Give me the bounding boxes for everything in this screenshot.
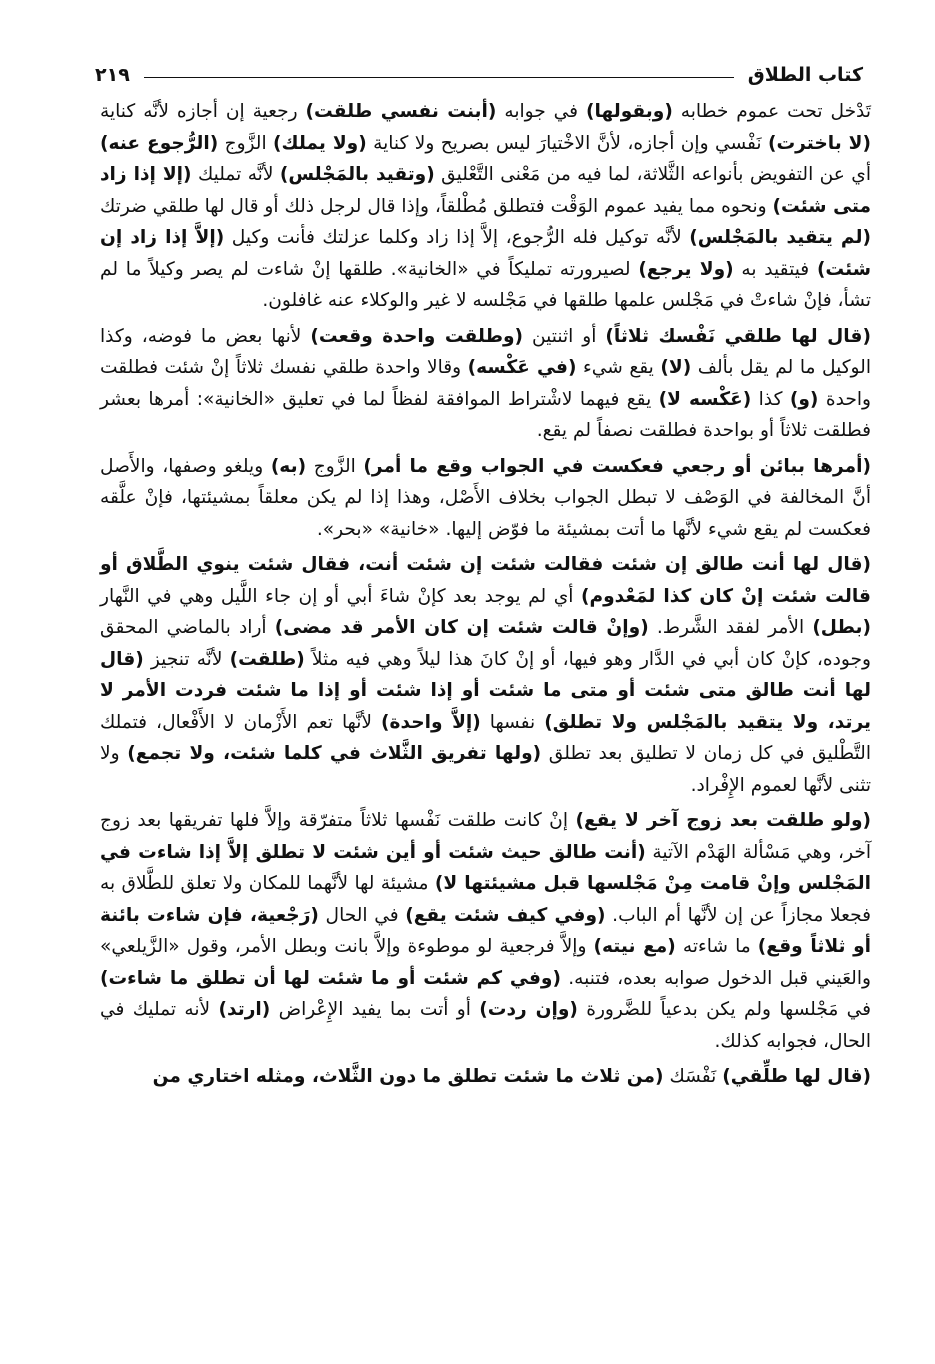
commentary-segment: ولا تثنى لأنَّها لعموم الإِفْراد. [100,743,871,796]
commentary-segment: أي عن التفويض بأنواعه الثَّلاثة، لما فيه من مَعْنى التَّعْليق [434,164,872,185]
matn-segment: (ارتد) [218,999,271,1020]
commentary-segment: نفسها [480,711,545,733]
body-text [100,96,871,1097]
matn-segment: (أبنت نفسي طلقت) [305,101,497,122]
matn-segment: (قال لها أنت طالق إن شئت فقالت شئت إن شئت أنت، فقال شئت ينوي الطَّلاق أو قالت شئت إنْ كان كذا لمَعْدوم) [100,554,871,607]
commentary-segment: الزَّوج [218,132,274,154]
paragraph-1 [100,96,871,317]
matn-segment: (قال لها طلقي نَفْسك ثلاثاً) [605,325,871,347]
commentary-segment: في مَجْلسها ولم يكن بدعياً للضَّرورة [577,999,871,1020]
chapter-title: كتاب الطلاق [747,64,863,86]
commentary-segment: إنْ كانت طلقت نَفْسها ثلاثاً متفرّقة وإلاَّ فلها تفريقها بعد زوج آخر، وهي مَسْألة الهَدْم الآتية [100,810,871,863]
header-rule [144,77,734,78]
commentary-segment: في الحال [318,904,406,926]
commentary-segment: في جوابه [496,101,586,122]
commentary-segment: وإلاَّ فرجعية لو موطوءة وإلاَّ بانت وبطل الأمر، وقول «الزَّيلعي» والعَيني قبل الدخول صوابه بعده، فتنبه. [100,936,871,989]
matn-segment: (وطلقت واحدة وقعت) [310,325,524,347]
matn-segment: (أمرها ببائن أو رجعي فعكست في الجواب وقع ما أمر) [363,455,871,477]
commentary-segment: تَدْخل تحت عموم خطابه [672,101,871,122]
commentary-segment: أي لم يوجد بعد كإنْ شاءَ أبي أو إن جاء اللَّيل وهي في النَّهار [100,585,581,607]
commentary-segment: نَفْسَك [663,1066,723,1087]
matn-segment: (ولو طلقت بعد زوج آخر لا يقع) [575,810,871,831]
paragraph-3 [100,451,871,546]
commentary-segment: مشيئة لها لأنَّهما للمكان ولا تعلق للطَّلاق به فجعلا مجازاً عن إن لأنَّها أم الباب. [100,873,871,926]
commentary-segment: كذا [751,388,790,410]
commentary-segment: لأنها بعض ما فوضه، وكذا الوكيل ما لم يقل بألف [100,325,871,378]
matn-segment: (مع نيته) [593,936,676,957]
matn-segment: (إلاَّ واحدة) [380,711,481,733]
matn-segment: (وفي كيف شئت يقع) [405,904,606,926]
matn-segment: (رَجْعية، فإن شاءت بائنة أو ثلاثاً وقع) [100,904,871,957]
commentary-segment: الزَّوج [306,455,364,477]
commentary-segment: لأنَّها تعم الأَزْمان لا الأَفْعال، فتملك التَّطْليق في كل زمان لا تطليق بعد تطلق [100,711,871,764]
matn-segment: (من ثلاث ما شئت تطلق ما دون الثَّلاث، ومثله اختاري من [152,1066,664,1087]
commentary-segment: وقالا واحدة طلقي نفسك ثلاثاً إنْ شئت فطلقت واحدة [100,357,871,410]
commentary-segment: ما شاءته [675,936,758,957]
paragraph-4 [100,549,871,801]
matn-segment: (طلقت) [229,648,305,670]
matn-segment: (في عَكْسه) [467,357,577,378]
matn-segment: (ولا يملك) [273,132,367,154]
matn-segment: (قال لها طلِّقي) [722,1066,871,1087]
matn-segment: (الرُّجوع عنه) [100,132,219,154]
commentary-segment: لأنَّه تنجيز [143,648,230,670]
matn-segment: (ولا يرجع) [638,258,734,280]
matn-segment: (لم يتقيد بالمَجْلس) [689,227,871,248]
matn-segment: (و) [789,388,819,410]
matn-segment: (بطل) [812,617,871,638]
running-head [95,56,863,86]
commentary-segment: لصيرورته تمليكاً في «الخانية». طلقها إنْ شاءت لم يصر وكيلاً ما لم تشأ، فإنْ شاءتْ في مَجْلس علمها طلقها في مَجْلسه لا غير والوكلاء عنه غافلون. [100,258,871,311]
matn-segment: (وفي كم شئت أو ما شئت لها أن تطلق ما شاءت) [100,967,561,989]
commentary-segment: ويلغو وصفها، والأَصل أنَّ المخالفة في الوَصْف لا تبطل الجواب بخلاف الأَصْل، وهذا إذا لم يكن معلقاً بمشيئتها، فإنْ علَّقه فعكست لم يقع شيء لأنَّها ما أتت بمشيئة ما فوّض إليها. «خانية» «بحر». [100,455,871,540]
commentary-segment: الأمر لفقد الشَّرط. [648,617,813,638]
matn-segment: (لا باخترت) [768,132,871,154]
matn-segment: (به) [270,455,307,477]
matn-segment: (وإن ردت) [479,999,578,1020]
commentary-segment: أراد بالماضي المحقق وجوده، كإنْ كان أبي في الدَّار وهو فيها، أو إنْ كانَ هذا ليلاً وهي فيه مثلاً [100,617,871,670]
commentary-segment: لأنه تمليك في الحال، فجوابه كذلك. [100,999,871,1052]
commentary-segment: يقع شيء [576,357,661,378]
commentary-segment: أو أتت بما يفيد الإِعْراض [270,999,480,1020]
paragraph-6 [100,1061,871,1093]
paragraph-2 [100,321,871,447]
matn-segment: (وإنْ قالت شئت إن كان الأمر قد مضى) [274,617,649,638]
matn-segment: (عَكْسه لا) [658,388,752,410]
commentary-segment: ونحوه مما يفيد عموم الوَقْت فتطلق مُطْلقاً، وإذا قال لرجل ذلك أو قال لها طلقي ضرتك [100,195,773,217]
commentary-segment: أو اثنتين [523,325,606,347]
matn-segment: (لا) [660,357,692,378]
matn-segment: (إلا إذا زاد متى شئت) [100,164,871,217]
matn-segment: (أنت طالق حيث شئت أو أين شئت لا تطلق إلاَّ إذا شاءت في المَجْلس وإنْ قامت مِنْ مَجْلسها قبل مشيئتها لا) [100,841,871,894]
matn-segment: (قال لها أنت طالق متى شئت أو متى ما شئت أو إذا شئت أو إذا ما شئت فردت الأمر لا يرتد، ولا يتقيد بالمَجْلس ولا تطلق) [100,648,872,733]
paragraph-5 [100,805,871,1057]
commentary-segment: يقع فيهما لاشْتراط الموافقة لفظاً لما في تعليق «الخانية»: أمرها بعشر فطلقت ثلاثاً أو بواحدة فطلقت نصفاً لم يقع. [100,388,871,441]
commentary-segment: فيتقيد به [733,258,817,280]
page-number: ٢١٩ [95,64,130,86]
matn-segment: (إلاَّ إذا زاد إن شئت) [100,227,871,280]
matn-segment: (وتقيد بالمَجْلس) [279,164,435,185]
commentary-segment: رجعية إن أجازه لأنَّه كناية [100,101,306,122]
commentary-segment: نَفْسي وإن أجازه، لأنَّ الاخْتيارَ ليس بصريح ولا كناية [366,132,768,154]
commentary-segment: لأنَّه تمليك [191,164,280,185]
matn-segment: (وبقولها) [586,101,673,122]
matn-segment: (ولها تفريق الثَّلاث في كلما شئت، ولا تجمع) [127,743,542,764]
commentary-segment: لأنَّه توكيل فله الرُّجوع، إلاَّ إذا زاد وكلما عزلتك فأنت وكيل [224,227,690,248]
